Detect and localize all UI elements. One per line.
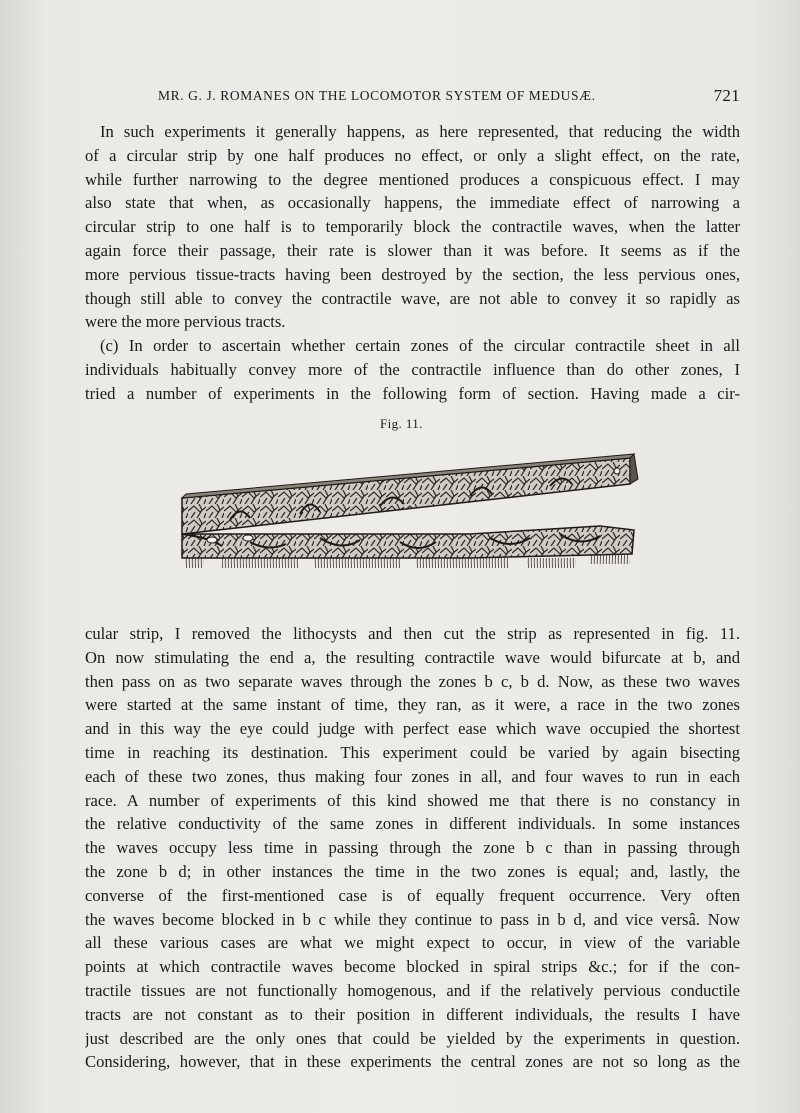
text-line: the waves become blocked in b c while they continue to pass in b d, and vice versâ. Now <box>85 909 740 929</box>
page-number: 721 <box>713 86 740 105</box>
text-line: In such experiments it generally happens, as here represented, that reducing the width <box>100 122 740 141</box>
upper-zone <box>182 454 638 534</box>
text-line: tried a number of experiments in the following form of section. Having made a cir- <box>85 383 740 403</box>
paragraph-1 <box>85 120 740 334</box>
text-line: the relative conductivity of the same zones in different individuals. In some instances <box>85 814 740 834</box>
running-head <box>152 86 742 108</box>
text-line: just described are the only ones that could be yielded by the experiments in question. <box>85 1028 740 1048</box>
figure-11 <box>170 412 650 582</box>
text-line: all these various cases are what we might expect to occur, in view of the variable <box>85 933 740 953</box>
text-line: tracts are not constant as to their position in different individuals, the results I have <box>85 1004 740 1024</box>
strip-illustration <box>170 434 650 584</box>
text-line: the zone b d; in other instances the time in the two zones is equal; and, lastly, the <box>85 861 740 881</box>
paragraph-2 <box>85 334 740 405</box>
text-line: were started at the same instant of time, they ran, as it were, a race in the two zones <box>85 695 740 715</box>
text-line: individuals habitually convey more of the contractile influence than do other zones, I <box>85 359 740 379</box>
text-line: race. A number of experiments of this kind showed me that there is no constancy in <box>85 790 740 810</box>
text-line: tractile tissues are not functionally homogenous, and if the relatively pervious conductile <box>85 980 740 1000</box>
text-line: converse of the first-mentioned case is of equally frequent occurrence. Very often <box>85 885 740 905</box>
text-line: more pervious tissue-tracts having been destroyed by the section, the less pervious ones, <box>85 264 740 284</box>
text-line: also state that when, as occasionally happens, the immediate effect of narrowing a <box>85 193 740 213</box>
text-line: On now stimulating the end a, the resulting contractile wave would bifurcate at b, and <box>85 647 740 667</box>
text-line: and in this way the eye could judge with perfect ease which wave occupied the shortest <box>85 719 740 739</box>
text-line: Considering, however, that in these experiments the central zones are not so long as the <box>85 1052 740 1072</box>
text-line: were the more pervious tracts. <box>85 312 286 332</box>
figure-caption: Fig. 11. <box>380 416 423 431</box>
text-line: cular strip, I removed the lithocysts and then cut the strip as represented in fig. 11. <box>85 624 740 643</box>
text-line: of a circular strip by one half produces no effect, or only a slight effect, on the rate, <box>85 145 740 165</box>
text-line: time in reaching its destination. This experiment could be varied by again bisecting <box>85 742 740 762</box>
text-line: each of these two zones, thus making four zones in all, and four waves to run in each <box>85 766 740 786</box>
lower-zone <box>182 526 634 558</box>
text-line: the waves occupy less time in passing through the zone b c than in passing through <box>85 838 740 858</box>
text-line: (c) In order to ascertain whether certain zones of the circular contractile sheet in all <box>100 336 740 355</box>
text-line: circular strip to one half is to temporarily block the contractile waves, when the latter <box>85 217 740 237</box>
text-line: while further narrowing to the degree mentioned produces a conspicuous effect. I may <box>85 169 740 189</box>
paragraph-3 <box>85 622 740 1074</box>
text-line: though still able to convey the contractile wave, are not able to convey it so rapidly as <box>85 288 740 308</box>
running-head-title: MR. G. J. ROMANES ON THE LOCOMOTOR SYSTEM OF MEDUSÆ. <box>158 88 596 103</box>
text-line: points at which contractile waves become blocked in spiral strips &c.; for if the con- <box>85 957 740 977</box>
text-line: again force their passage, their rate is slower than it was before. It seems as if the <box>85 240 740 260</box>
text-line: then pass on as two separate waves through the zones b c, b d. Now, as these two waves <box>85 671 740 691</box>
